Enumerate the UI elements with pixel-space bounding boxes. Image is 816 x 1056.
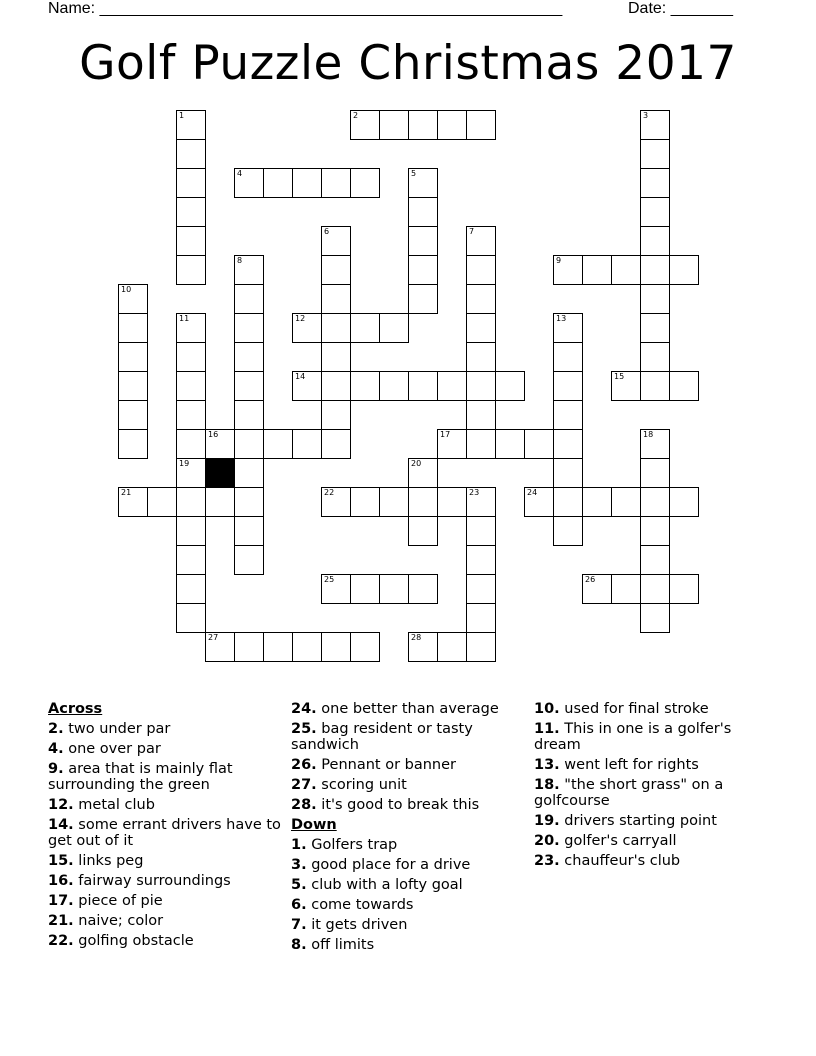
grid-cell[interactable] [350,632,380,662]
grid-cell[interactable] [553,400,583,430]
grid-cell[interactable] [379,371,409,401]
grid-cell[interactable] [321,168,351,198]
grid-cell[interactable] [118,313,148,343]
grid-cell[interactable] [176,603,206,633]
down-clue: 23. chauffeur's club [534,853,681,869]
down-heading: Down [291,817,337,833]
grid-cell[interactable] [234,632,264,662]
grid-cell[interactable] [234,342,264,372]
down-clue: 6. come towards [291,897,414,913]
grid-cell[interactable] [466,313,496,343]
grid-cell[interactable] [466,429,496,459]
grid-cell[interactable] [176,342,206,372]
grid-cell[interactable] [234,400,264,430]
grid-cell[interactable] [350,574,380,604]
grid-cell[interactable] [553,429,583,459]
grid-cell[interactable] [640,197,670,227]
grid-cell[interactable] [437,371,467,401]
clue-number: 18 [643,430,654,439]
down-clue: 13. went left for rights [534,757,699,773]
grid-cell[interactable] [176,516,206,546]
grid-cell[interactable] [350,168,380,198]
clue-number: 3 [643,111,649,120]
clue-number: 5 [411,169,417,178]
clue-number: 22 [324,488,335,497]
grid-cell[interactable] [176,458,206,488]
grid-cell[interactable] [640,429,670,459]
grid-cell[interactable] [524,429,554,459]
grid-cell[interactable] [553,458,583,488]
across-clue: 2. two under par [48,721,171,737]
grid-cell[interactable] [234,516,264,546]
clue-number: 15 [614,372,625,381]
clue-number: 19 [179,459,190,468]
grid-cell[interactable] [408,284,438,314]
grid-cell[interactable] [234,168,264,198]
clue-number: 6 [324,227,330,236]
grid-cell[interactable] [321,487,351,517]
grid-cell[interactable] [437,487,467,517]
clue-number: 8 [237,256,243,265]
grid-cell[interactable] [118,400,148,430]
grid-cell[interactable] [408,197,438,227]
clue-number: 9 [556,256,562,265]
clue-number: 27 [208,633,219,642]
grid-cell[interactable] [640,371,670,401]
grid-cell[interactable] [669,255,699,285]
grid-cell[interactable] [553,255,583,285]
clue-number: 16 [208,430,219,439]
across-clue: 25. bag resident or tasty sandwich [291,721,473,753]
grid-cell[interactable] [176,226,206,256]
grid-cell[interactable] [350,313,380,343]
grid-cell[interactable] [524,487,554,517]
clue-number: 21 [121,488,132,497]
grid-cell[interactable] [408,632,438,662]
grid-cell[interactable] [466,487,496,517]
grid-cell[interactable] [234,313,264,343]
grid-cell[interactable] [205,429,235,459]
grid-cell[interactable] [553,487,583,517]
grid-cell[interactable] [321,632,351,662]
date-field[interactable]: Date: _______ [628,0,733,17]
across-clue: 26. Pennant or banner [291,757,456,773]
grid-cell[interactable] [321,284,351,314]
grid-cell[interactable] [640,139,670,169]
grid-cell[interactable] [118,429,148,459]
grid-cell[interactable] [466,226,496,256]
grid-cell[interactable] [640,545,670,575]
clue-number: 13 [556,314,567,323]
grid-cell[interactable] [466,400,496,430]
grid-cell[interactable] [176,110,206,140]
black-cell [205,458,235,488]
grid-cell[interactable] [234,284,264,314]
across-clue: 17. piece of pie [48,893,163,909]
grid-cell[interactable] [582,487,612,517]
grid-cell[interactable] [176,255,206,285]
grid-cell[interactable] [408,458,438,488]
clue-number: 26 [585,575,596,584]
grid-cell[interactable] [234,458,264,488]
down-clue: 19. drivers starting point [534,813,717,829]
across-heading: Across [48,701,103,717]
across-clue: 22. golfing obstacle [48,933,194,949]
grid-cell[interactable] [466,574,496,604]
grid-cell[interactable] [669,574,699,604]
grid-cell[interactable] [466,632,496,662]
down-clue: 5. club with a lofty goal [291,877,463,893]
grid-cell[interactable] [379,487,409,517]
grid-cell[interactable] [292,313,322,343]
grid-cell[interactable] [350,110,380,140]
grid-cell[interactable] [118,342,148,372]
grid-cell[interactable] [553,371,583,401]
grid-cell[interactable] [466,516,496,546]
grid-cell[interactable] [640,284,670,314]
grid-cell[interactable] [263,168,293,198]
clue-number: 14 [295,372,306,381]
down-clue: 18. "the short grass" on a golfcourse [534,777,724,809]
grid-cell[interactable] [147,487,177,517]
grid-cell[interactable] [640,226,670,256]
grid-cell[interactable] [466,603,496,633]
grid-cell[interactable] [379,574,409,604]
grid-cell[interactable] [263,632,293,662]
grid-cell[interactable] [234,545,264,575]
grid-cell[interactable] [466,342,496,372]
puzzle-title: Golf Puzzle Christmas 2017 [79,36,737,91]
grid-cell[interactable] [292,168,322,198]
grid-cell[interactable] [321,371,351,401]
clue-number: 10 [121,285,132,294]
grid-cell[interactable] [176,574,206,604]
grid-cell[interactable] [640,516,670,546]
grid-cell[interactable] [321,255,351,285]
name-field[interactable]: Name: ____________________________________________________ [48,0,563,17]
grid-cell[interactable] [466,255,496,285]
grid-cell[interactable] [669,487,699,517]
across-clue: 27. scoring unit [291,777,407,793]
down-clue: 10. used for final stroke [534,701,709,717]
grid-cell[interactable] [408,516,438,546]
grid-cell[interactable] [205,632,235,662]
grid-cell[interactable] [350,487,380,517]
grid-cell[interactable] [640,342,670,372]
across-clue: 16. fairway surroundings [48,873,231,889]
grid-cell[interactable] [118,487,148,517]
name-date-line [48,0,748,20]
grid-cell[interactable] [466,110,496,140]
clue-number: 23 [469,488,480,497]
clue-number: 7 [469,227,475,236]
grid-cell[interactable] [437,632,467,662]
grid-cell[interactable] [611,371,641,401]
grid-cell[interactable] [582,574,612,604]
grid-cell[interactable] [611,487,641,517]
down-clue: 3. good place for a drive [291,857,471,873]
clue-number: 17 [440,430,451,439]
grid-cell[interactable] [408,110,438,140]
grid-cell[interactable] [292,429,322,459]
grid-cell[interactable] [408,168,438,198]
across-clue: 28. it's good to break this [291,797,480,813]
clues-column-1 [48,701,288,953]
grid-cell[interactable] [640,603,670,633]
grid-cell[interactable] [176,168,206,198]
grid-cell[interactable] [234,255,264,285]
grid-cell[interactable] [408,371,438,401]
grid-cell[interactable] [466,545,496,575]
grid-cell[interactable] [640,487,670,517]
grid-cell[interactable] [118,371,148,401]
grid-cell[interactable] [466,371,496,401]
grid-cell[interactable] [321,574,351,604]
across-clue: 21. naive; color [48,913,164,929]
grid-cell[interactable] [379,110,409,140]
grid-cell[interactable] [176,487,206,517]
grid-cell[interactable] [437,110,467,140]
across-clue: 15. links peg [48,853,144,869]
across-clue: 4. one over par [48,741,161,757]
grid-cell[interactable] [640,458,670,488]
grid-cell[interactable] [176,429,206,459]
grid-cell[interactable] [495,429,525,459]
clues-column-3 [534,701,774,873]
grid-cell[interactable] [553,342,583,372]
across-clue: 14. some errant drivers have to get out of it [48,817,281,849]
grid-cell[interactable] [176,139,206,169]
clue-number: 12 [295,314,306,323]
grid-cell[interactable] [176,197,206,227]
clue-number: 1 [179,111,185,120]
across-clue: 9. area that is mainly flat surrounding the green [48,761,233,793]
grid-cell[interactable] [292,632,322,662]
clue-number: 20 [411,459,422,468]
down-clue: 8. off limits [291,937,375,953]
across-clue: 12. metal club [48,797,155,813]
grid-cell[interactable] [292,371,322,401]
grid-cell[interactable] [176,545,206,575]
grid-cell[interactable] [408,487,438,517]
grid-cell[interactable] [611,574,641,604]
clue-number: 4 [237,169,243,178]
grid-cell[interactable] [466,284,496,314]
grid-cell[interactable] [176,313,206,343]
down-clue: 11. This in one is a golfer's dream [534,721,732,753]
grid-cell[interactable] [205,487,235,517]
grid-cell[interactable] [176,371,206,401]
grid-cell[interactable] [640,255,670,285]
down-clue: 7. it gets driven [291,917,408,933]
grid-cell[interactable] [582,255,612,285]
grid-cell[interactable] [263,429,293,459]
grid-cell[interactable] [234,429,264,459]
grid-cell[interactable] [640,168,670,198]
grid-cell[interactable] [640,574,670,604]
clue-number: 24 [527,488,538,497]
clue-number: 11 [179,314,190,323]
grid-cell[interactable] [176,400,206,430]
grid-cell[interactable] [640,110,670,140]
grid-cell[interactable] [321,342,351,372]
clue-number: 28 [411,633,422,642]
grid-cell[interactable] [437,429,467,459]
grid-cell[interactable] [408,574,438,604]
grid-cell[interactable] [611,255,641,285]
grid-cell[interactable] [553,516,583,546]
grid-cell[interactable] [350,371,380,401]
down-clue: 1. Golfers trap [291,837,398,853]
grid-cell[interactable] [379,313,409,343]
grid-cell[interactable] [321,429,351,459]
across-clue: 24. one better than average [291,701,499,717]
grid-cell[interactable] [321,313,351,343]
clues-column-2 [291,701,531,957]
clue-number: 25 [324,575,335,584]
grid-cell[interactable] [234,371,264,401]
grid-cell[interactable] [669,371,699,401]
grid-cell[interactable] [234,487,264,517]
grid-cell[interactable] [408,226,438,256]
grid-cell[interactable] [640,313,670,343]
grid-cell[interactable] [495,371,525,401]
grid-cell[interactable] [118,284,148,314]
grid-cell[interactable] [553,313,583,343]
down-clue: 20. golfer's carryall [534,833,677,849]
grid-cell[interactable] [321,400,351,430]
clue-number: 2 [353,111,359,120]
grid-cell[interactable] [321,226,351,256]
grid-cell[interactable] [408,255,438,285]
